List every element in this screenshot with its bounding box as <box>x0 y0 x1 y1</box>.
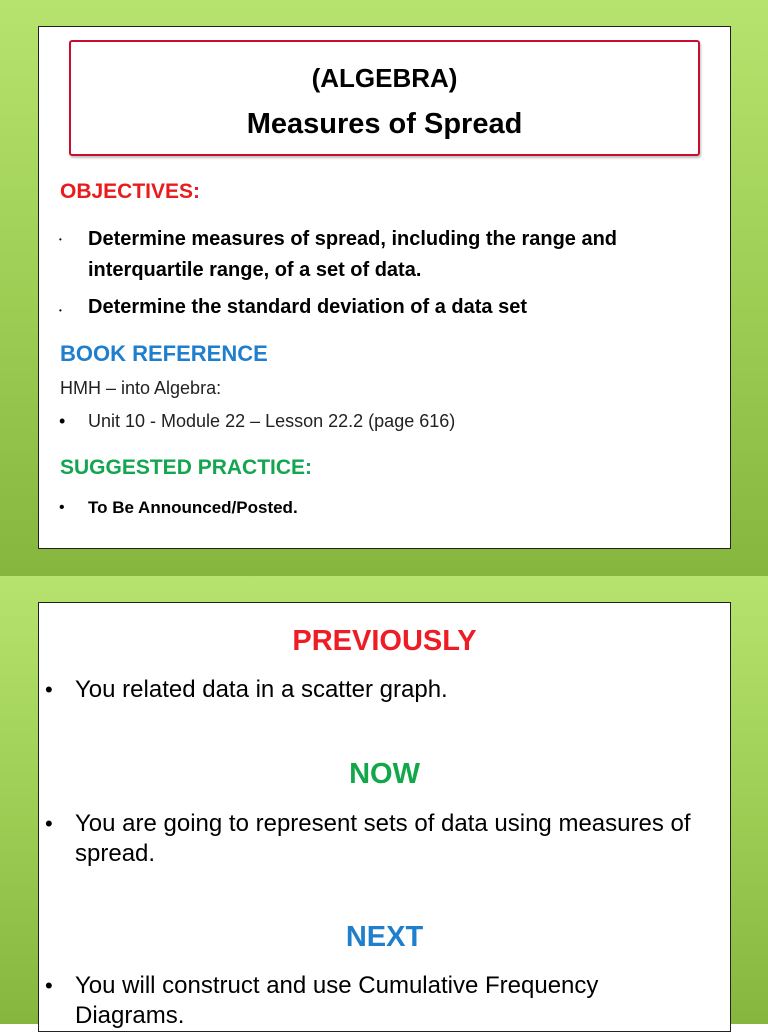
bullet-dot: • <box>59 411 66 431</box>
previously-heading: PREVIOUSLY <box>292 625 477 657</box>
objective-item: Determine the standard deviation of a data set <box>88 296 527 318</box>
slide-lesson-overview <box>38 26 731 549</box>
bullet-dot: • <box>45 811 53 836</box>
next-heading: NEXT <box>345 921 424 953</box>
title-box <box>69 40 700 156</box>
next-item: You will construct and use Cumulative Frequency Diagrams. <box>75 972 599 1029</box>
bullet-dot: • <box>59 499 65 516</box>
practice-item: To Be Announced/Posted. <box>88 498 298 517</box>
now-item: You are going to represent sets of data using measures of spread. <box>75 810 691 867</box>
previously-item: You related data in a scatter graph. <box>75 676 448 703</box>
objective-item: Determine measures of spread, including the range and interquartile range, of a set of data. <box>88 228 618 281</box>
book-reference-heading: BOOK REFERENCE <box>60 341 268 366</box>
suggested-practice-heading: SUGGESTED PRACTICE: <box>60 456 313 479</box>
now-heading: NOW <box>349 758 420 790</box>
objectives-heading: OBJECTIVES: <box>60 180 201 203</box>
title-subject: (ALGEBRA) <box>311 63 458 93</box>
bullet-dot: • <box>59 235 62 244</box>
bullet-dot: • <box>59 306 62 315</box>
title-topic: Measures of Spread <box>246 108 523 140</box>
slide-learning-progression <box>38 602 731 1032</box>
book-reference-item: Unit 10 - Module 22 – Lesson 22.2 (page 616) <box>88 411 456 431</box>
bullet-dot: • <box>45 677 53 702</box>
book-reference-subtitle: HMH – into Algebra: <box>60 378 222 398</box>
bullet-dot: • <box>45 973 53 998</box>
